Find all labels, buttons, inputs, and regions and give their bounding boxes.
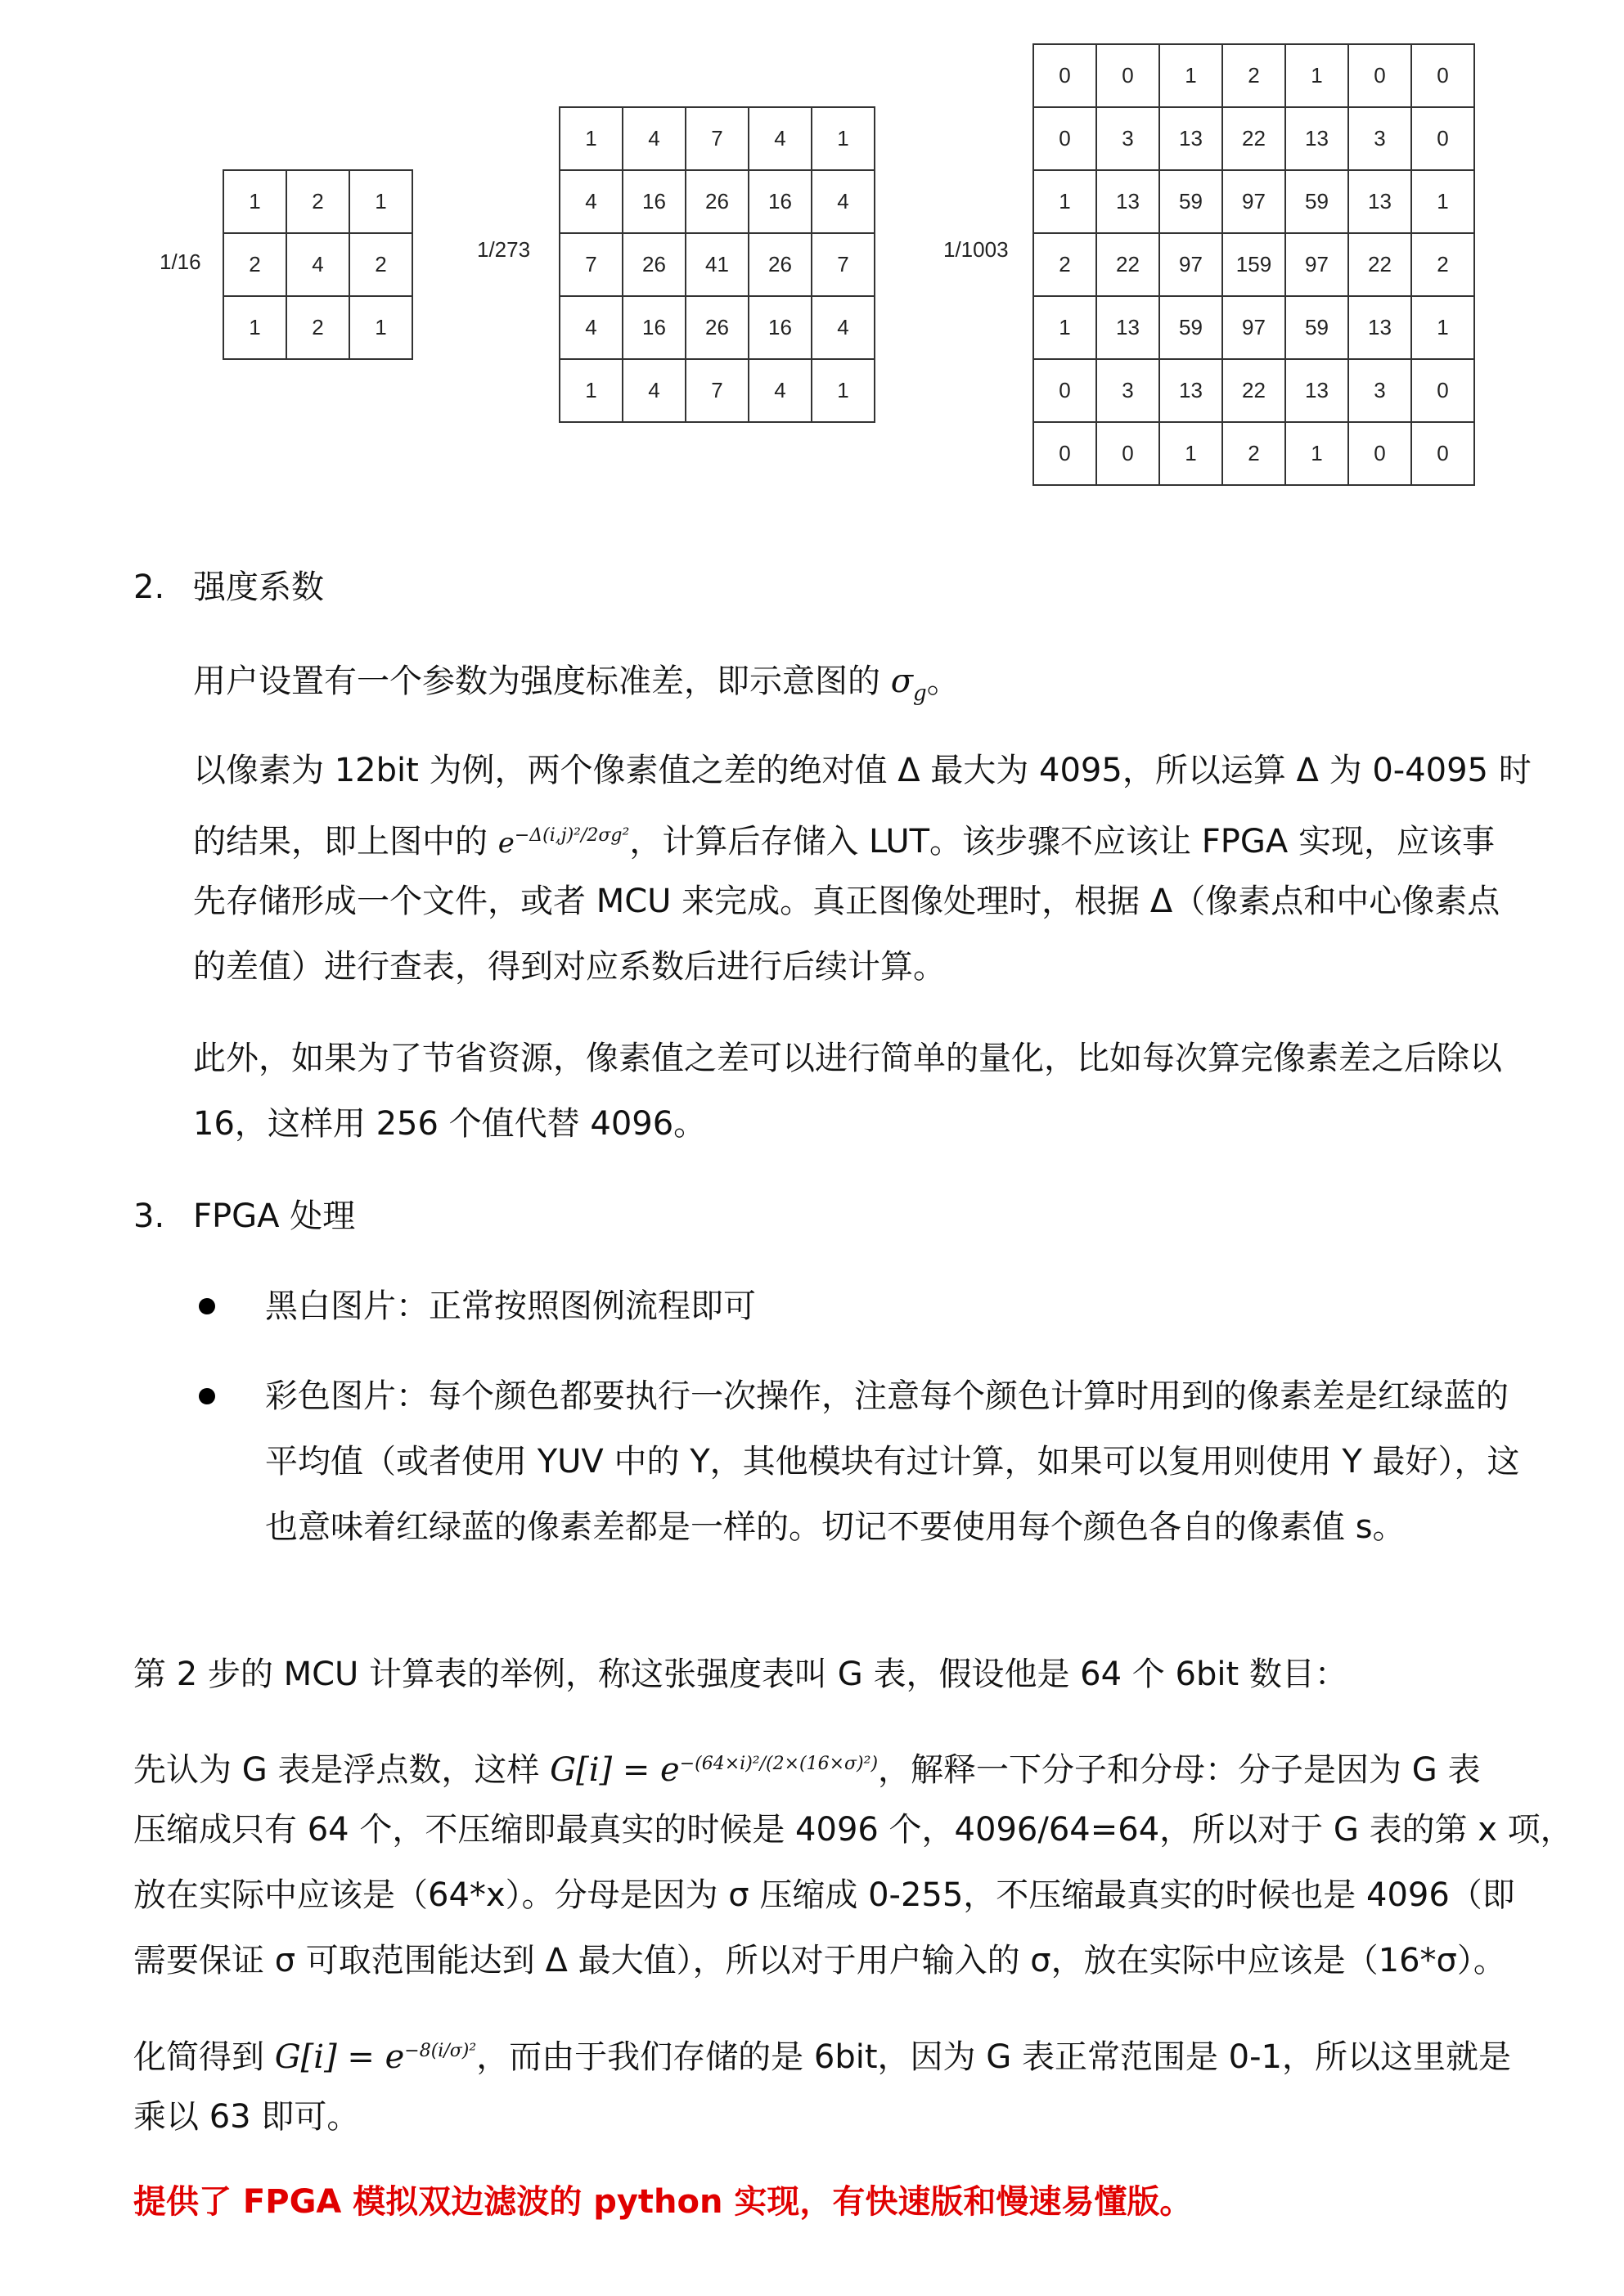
kernel-cell: 1 <box>560 359 623 422</box>
p2-text-a: 的结果，即上图中的 <box>193 823 498 860</box>
kernel-cell: 0 <box>1033 107 1096 170</box>
kernel-cell: 0 <box>1348 44 1411 107</box>
kernel-3x3-grid <box>223 169 413 360</box>
kernel-cell: 2 <box>1411 233 1474 296</box>
kernel-cell: 7 <box>686 107 749 170</box>
kernel-cell: 13 <box>1096 296 1159 359</box>
kernel-cell: 4 <box>749 107 812 170</box>
kernel-cell: 59 <box>1285 296 1348 359</box>
kernel-cell: 59 <box>1159 296 1222 359</box>
kernel-cell: 4 <box>623 359 686 422</box>
kernel-row <box>560 359 875 422</box>
kernel-row <box>1033 170 1474 233</box>
lut-formula-exponent: −Δ(i,j)²/2σg² <box>514 825 630 846</box>
mcu-p2-line-3: 放在实际中应该是（64*x）。分母是因为 σ 压缩成 0-255，不压缩最真实的时候也是 4096（即 <box>133 1876 1515 1914</box>
section-3-number: 3. <box>133 1197 165 1235</box>
kernel-cell: 1 <box>812 107 875 170</box>
kernel-cell: 0 <box>1096 44 1159 107</box>
kernel-cell: 1 <box>560 107 623 170</box>
kernel-cell: 41 <box>686 233 749 296</box>
g-table-formula-exponent: −(64×i)²/(2×(16×σ)²) <box>679 1754 879 1774</box>
kernel-cell: 22 <box>1222 107 1285 170</box>
kernel-cell: 0 <box>1411 107 1474 170</box>
bullet-2-line-2: 平均值（或者使用 YUV 中的 Y，其他模块有过计算，如果可以复用则使用 Y 最好），这 <box>265 1443 1520 1480</box>
kernel-cell: 1 <box>1411 170 1474 233</box>
kernel-row <box>223 170 412 233</box>
kernel-cell: 3 <box>1348 107 1411 170</box>
kernel-cell: 1 <box>223 296 286 359</box>
mcu-p3-line-2: 乘以 63 即可。 <box>133 2098 360 2136</box>
python-implementation-note: 提供了 FPGA 模拟双边滤波的 python 实现，有快速版和慢速易懂版。 <box>133 2183 1193 2221</box>
kernel-row <box>1033 233 1474 296</box>
sigma-g-subscript: g <box>913 681 927 706</box>
kernel-cell: 1 <box>1159 422 1222 485</box>
kernel-cell: 16 <box>749 296 812 359</box>
g-table-formula-lhs: G[i] = e <box>550 1751 680 1789</box>
kernel-cell: 22 <box>1096 233 1159 296</box>
kernel-cell: 7 <box>812 233 875 296</box>
bullet-2-line-3: 也意味着红绿蓝的像素差都是一样的。切记不要使用每个颜色各自的像素值 s。 <box>265 1508 1406 1546</box>
kernel-cell: 26 <box>623 233 686 296</box>
kernel-cell: 1 <box>223 170 286 233</box>
kernel-cell: 1 <box>1411 296 1474 359</box>
kernel-cell: 26 <box>749 233 812 296</box>
kernel-cell: 13 <box>1159 359 1222 422</box>
kernel-row <box>223 296 412 359</box>
mcu-p2-line-4: 需要保证 σ 可取范围能达到 Δ 最大值），所以对于用户输入的 σ，放在实际中应该是（16*σ）。 <box>133 1942 1506 1979</box>
kernel-cell: 4 <box>749 359 812 422</box>
kernel-row <box>560 296 875 359</box>
kernel-cell: 97 <box>1159 233 1222 296</box>
kernel-row <box>1033 422 1474 485</box>
kernel-cell: 1 <box>1285 422 1348 485</box>
bullet-2-line-1: 彩色图片：每个颜色都要执行一次操作，注意每个颜色计算时用到的像素差是红绿蓝的 <box>265 1377 1509 1415</box>
mcu-p3-line-1 <box>133 2029 1511 2080</box>
kernel-cell: 2 <box>1222 44 1285 107</box>
kernel-cell: 2 <box>1222 422 1285 485</box>
kernel-cell: 26 <box>686 170 749 233</box>
section-2-p2-line-2 <box>193 813 1495 866</box>
section-2-p3-line-2: 16，这样用 256 个值代替 4096。 <box>193 1105 707 1143</box>
section-2-paragraph-1 <box>193 658 960 717</box>
kernel-row <box>1033 359 1474 422</box>
kernel-cell: 0 <box>1411 422 1474 485</box>
kernel-cell: 16 <box>623 296 686 359</box>
kernel-cell: 0 <box>1411 359 1474 422</box>
p1-text-a: 用户设置有一个参数为强度标准差，即示意图的 <box>193 663 891 700</box>
kernel-cell: 159 <box>1222 233 1285 296</box>
kernel-row <box>560 233 875 296</box>
kernel-cell: 22 <box>1348 233 1411 296</box>
kernel-row <box>1033 296 1474 359</box>
kernel-cell: 3 <box>1096 359 1159 422</box>
kernel-7x7-grid <box>1032 43 1475 486</box>
kernel-cell: 97 <box>1222 296 1285 359</box>
kernel-cell: 3 <box>1348 359 1411 422</box>
kernel-row <box>1033 107 1474 170</box>
kernel-cell: 22 <box>1222 359 1285 422</box>
kernel-3x3-label: 1/16 <box>160 249 201 274</box>
p1-text-b: 。 <box>926 663 960 700</box>
section-2-p2-line-3: 先存储形成一个文件，或者 MCU 来完成。真正图像处理时，根据 Δ（像素点和中心像素点 <box>193 883 1500 920</box>
kernel-cell: 97 <box>1285 233 1348 296</box>
section-2-p3-line-1: 此外，如果为了节省资源，像素值之差可以进行简单的量化，比如每次算完像素差之后除以 <box>193 1040 1502 1077</box>
section-2-p2-line-1: 以像素为 12bit 为例，两个像素值之差的绝对值 Δ 最大为 4095，所以运算 Δ 为 0-4095 时 <box>193 752 1532 789</box>
kernel-row <box>223 233 412 296</box>
kernel-cell: 2 <box>286 170 349 233</box>
kernel-cell: 0 <box>1348 422 1411 485</box>
kernel-cell: 0 <box>1411 44 1474 107</box>
kernel-cell: 3 <box>1096 107 1159 170</box>
mcu-p2-text-a: 先认为 G 表是浮点数，这样 <box>133 1751 551 1789</box>
kernel-row <box>560 107 875 170</box>
kernel-cell: 7 <box>560 233 623 296</box>
kernel-cell: 0 <box>1096 422 1159 485</box>
kernel-cell: 2 <box>1033 233 1096 296</box>
p2-text-b: ，计算后存储入 LUT。该步骤不应该让 FPGA 实现，应该事 <box>629 823 1495 860</box>
kernel-cell: 2 <box>286 296 349 359</box>
kernel-cell: 13 <box>1348 170 1411 233</box>
kernel-cell: 4 <box>623 107 686 170</box>
kernel-cell: 4 <box>812 170 875 233</box>
sigma-g-symbol: σ <box>890 663 914 700</box>
simplified-formula-lhs: G[i] = e <box>274 2038 405 2076</box>
kernel-7x7-label: 1/1003 <box>943 237 1009 262</box>
mcu-p3-text-a: 化简得到 <box>133 2038 275 2076</box>
kernel-cell: 1 <box>1285 44 1348 107</box>
kernel-cell: 13 <box>1285 107 1348 170</box>
section-2-title: 强度系数 <box>193 568 324 606</box>
kernel-cell: 0 <box>1033 44 1096 107</box>
kernel-cell: 1 <box>812 359 875 422</box>
mcu-p3-text-b: ，而由于我们存储的是 6bit，因为 G 表正常范围是 0-1，所以这里就是 <box>476 2038 1512 2076</box>
kernel-cell: 59 <box>1159 170 1222 233</box>
bullet-dot-1 <box>199 1298 215 1314</box>
kernel-5x5-grid <box>559 106 875 423</box>
mcu-p2-line-1 <box>133 1741 1480 1793</box>
kernel-cell: 2 <box>223 233 286 296</box>
kernel-cell: 1 <box>349 170 412 233</box>
kernel-cell: 0 <box>1033 422 1096 485</box>
kernel-cell: 13 <box>1096 170 1159 233</box>
kernel-cell: 16 <box>749 170 812 233</box>
kernel-cell: 16 <box>623 170 686 233</box>
lut-formula-base: e <box>497 827 515 860</box>
mcu-paragraph-1: 第 2 步的 MCU 计算表的举例，称这张强度表叫 G 表，假设他是 64 个 6bit 数目： <box>133 1656 1347 1693</box>
kernel-cell: 59 <box>1285 170 1348 233</box>
kernel-cell: 26 <box>686 296 749 359</box>
mcu-p2-line-2: 压缩成只有 64 个，不压缩即最真实的时候是 4096 个，4096/64=64，所以对于 G 表的第 x 项， <box>133 1811 1573 1849</box>
kernel-cell: 4 <box>286 233 349 296</box>
section-2-p2-line-4: 的差值）进行查表，得到对应系数后进行后续计算。 <box>193 948 946 986</box>
section-3-title: FPGA 处理 <box>193 1197 356 1235</box>
kernel-cell: 1 <box>1033 170 1096 233</box>
kernel-cell: 4 <box>560 296 623 359</box>
kernel-cell: 13 <box>1285 359 1348 422</box>
kernel-cell: 1 <box>1159 44 1222 107</box>
kernel-cell: 0 <box>1033 359 1096 422</box>
kernel-cell: 1 <box>1033 296 1096 359</box>
kernel-cell: 97 <box>1222 170 1285 233</box>
kernel-cell: 1 <box>349 296 412 359</box>
kernel-cell: 4 <box>812 296 875 359</box>
kernel-5x5-label: 1/273 <box>477 237 531 262</box>
mcu-p2-text-b: ，解释一下分子和分母：分子是因为 G 表 <box>878 1751 1481 1789</box>
bullet-dot-2 <box>199 1388 215 1404</box>
kernel-cell: 13 <box>1159 107 1222 170</box>
kernel-row <box>560 170 875 233</box>
simplified-formula-exponent: −8(i/σ)² <box>404 2041 477 2061</box>
kernel-row <box>1033 44 1474 107</box>
kernel-cell: 13 <box>1348 296 1411 359</box>
kernel-cell: 2 <box>349 233 412 296</box>
section-2-number: 2. <box>133 568 165 606</box>
kernel-cell: 7 <box>686 359 749 422</box>
kernel-cell: 4 <box>560 170 623 233</box>
bullet-1-text: 黑白图片：正常按照图例流程即可 <box>265 1287 756 1325</box>
